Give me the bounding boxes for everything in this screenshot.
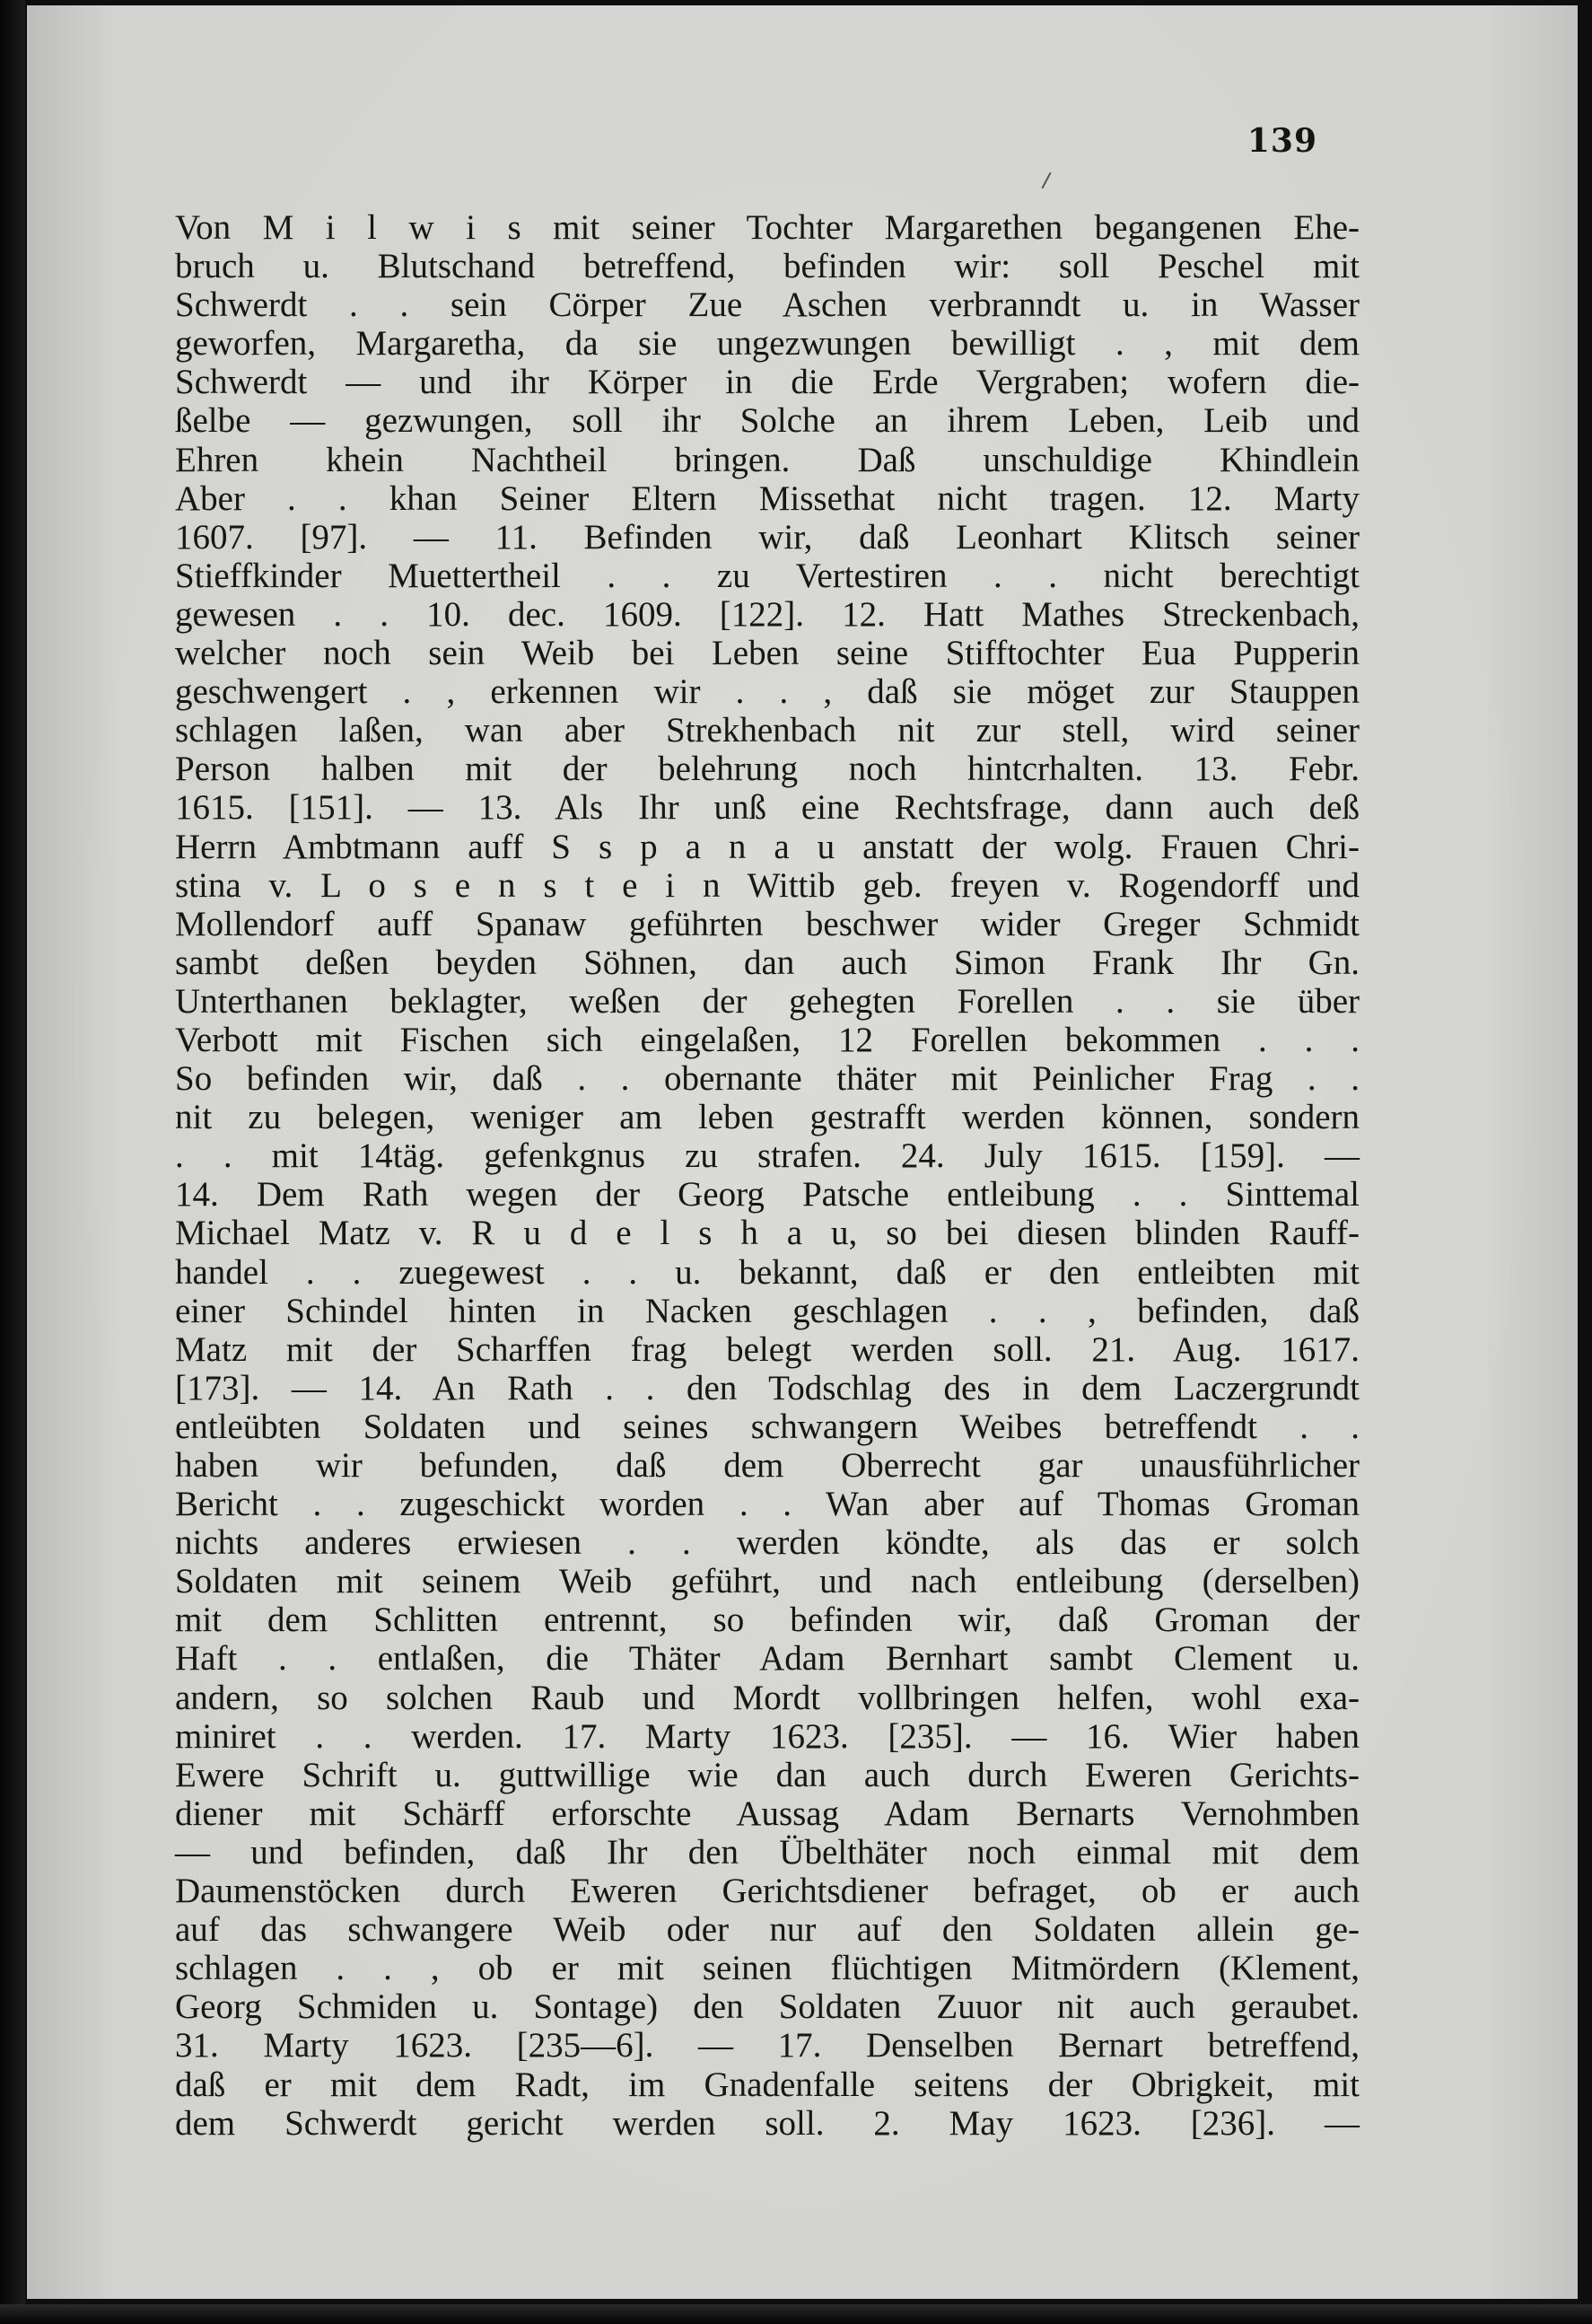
text-line: andern, so solchen Raub und Mordt vollbringen helfen, wohl exa-	[175, 1678, 1360, 1717]
text-line: dem Schwerdt gericht werden soll. 2. May 1623. [236]. —	[175, 2103, 1360, 2143]
text-line: nichts anderes erwiesen . . werden köndte, als das er solch	[175, 1523, 1360, 1563]
text-line: 1607. [97]. — 11. Befinden wir, daß Leonhart Klitsch seiner	[175, 517, 1360, 557]
text-line: mit dem Schlitten entrennt, so befinden wir, daß Groman der	[175, 1600, 1360, 1640]
text-line: Bericht . . zugeschickt worden . . Wan aber auf Thomas Groman	[175, 1485, 1360, 1524]
text-line: haben wir befunden, daß dem Oberrecht gar unausführlicher	[175, 1446, 1360, 1485]
text-line: schlagen . . , ob er mit seinen flüchtigen Mitmördern (Klement,	[175, 1949, 1360, 1988]
body-text	[175, 208, 1360, 2143]
text-line: Daumenstöcken durch Eweren Gerichtsdiener befraget, ob er auch	[175, 1872, 1360, 1911]
text-line: stina v. L o s e n s t e i n Wittib geb. freyen v. Rogendorff und	[175, 865, 1360, 905]
text-line: Ewere Schrift u. guttwillige wie dan auch durch Eweren Gerichts-	[175, 1755, 1360, 1794]
text-line: Mollendorf auff Spanaw geführten beschwer wider Greger Schmidt	[175, 904, 1360, 943]
text-line: Haft . . entlaßen, die Thäter Adam Bernhart sambt Clement u.	[175, 1639, 1360, 1679]
text-line: Schwerdt — und ihr Körper in die Erde Vergraben; wofern die-	[175, 363, 1360, 402]
stray-pen-mark	[1041, 172, 1051, 189]
text-line: Georg Schmiden u. Sontage) den Soldaten Zuuor nit auch geraubet.	[175, 1987, 1360, 2027]
text-line: auf das schwangere Weib oder nur auf den Soldaten allein ge-	[175, 1910, 1360, 1950]
text-line: welcher noch sein Weib bei Leben seine Stifftochter Eua Pupperin	[175, 634, 1360, 673]
text-line: 31. Marty 1623. [235—6]. — 17. Denselben Bernart betreffend,	[175, 2026, 1360, 2065]
scan-edge-bottom	[0, 2304, 1592, 2324]
text-line: Herrn Ambtmann auff S s p a n a u anstatt der wolg. Frauen Chri-	[175, 827, 1360, 866]
book-page	[27, 5, 1578, 2299]
text-line: bruch u. Blutschand betreffend, befinden wir: soll Peschel mit	[175, 247, 1360, 286]
scan-edge-left	[0, 0, 25, 2324]
text-line: Matz mit der Scharffen frag belegt werden soll. 21. Aug. 1617.	[175, 1329, 1360, 1369]
text-line: Michael Matz v. R u d e l s h a u, so bei diesen blinden Rauff-	[175, 1214, 1360, 1253]
text-line: Ehren khein Nachtheil bringen. Daß unschuldige Khindlein	[175, 440, 1360, 479]
text-line: — und befinden, daß Ihr den Übelthäter noch einmal mit dem	[175, 1832, 1360, 1872]
text-line: Soldaten mit seinem Weib geführt, und nach entleibung (derselben)	[175, 1562, 1360, 1601]
text-line: miniret . . werden. 17. Marty 1623. [235]. — 16. Wier haben	[175, 1716, 1360, 1756]
text-line: Aber . . khan Seiner Eltern Missethat nicht tragen. 12. Marty	[175, 478, 1360, 518]
text-line: gewesen . . 10. dec. 1609. [122]. 12. Hatt Mathes Streckenbach,	[175, 594, 1360, 634]
text-line: schlagen laßen, wan aber Strekhenbach nit zur stell, wird seiner	[175, 711, 1360, 750]
text-line: sambt deßen beyden Söhnen, dan auch Simon Frank Ihr Gn.	[175, 943, 1360, 982]
text-line: So befinden wir, daß . . obernante thäter mit Peinlicher Frag . .	[175, 1059, 1360, 1099]
text-line: entleübten Soldaten und seines schwangern Weibes betreffendt . .	[175, 1407, 1360, 1446]
text-line: [173]. — 14. An Rath . . den Todschlag des in dem Laczergrundt	[175, 1368, 1360, 1408]
text-line: 14. Dem Rath wegen der Georg Patsche entleibung . . Sinttemal	[175, 1175, 1360, 1215]
text-line: Verbott mit Fischen sich eingelaßen, 12 Forellen bekommen . . .	[175, 1020, 1360, 1059]
text-line: . . mit 14täg. gefenkgnus zu strafen. 24. July 1615. [159]. —	[175, 1136, 1360, 1176]
text-line: 1615. [151]. — 13. Als Ihr unß eine Rechtsfrage, dann auch deß	[175, 788, 1360, 828]
text-line: einer Schindel hinten in Nacken geschlagen . . , befinden, daß	[175, 1291, 1360, 1330]
text-line: ßelbe — gezwungen, soll ihr Solche an ihrem Leben, Leib und	[175, 401, 1360, 441]
text-line: nit zu belegen, weniger am leben gestrafft werden können, sondern	[175, 1098, 1360, 1137]
text-line: diener mit Schärff erforschte Aussag Adam Bernarts Vernohmben	[175, 1793, 1360, 1833]
text-line: geworfen, Margaretha, da sie ungezwungen bewilligt . , mit dem	[175, 324, 1360, 364]
text-line: Schwerdt . . sein Cörper Zue Aschen verbranndt u. in Wasser	[175, 285, 1360, 325]
text-line: Stieffkinder Muettertheil . . zu Vertestiren . . nicht berechtigt	[175, 556, 1360, 595]
text-line: handel . . zuegewest . . u. bekannt, daß er den entleibten mit	[175, 1252, 1360, 1292]
page-number: 139	[1246, 122, 1317, 160]
text-line: geschwengert . , erkennen wir . . , daß sie möget zur Stauppen	[175, 672, 1360, 712]
text-line: Unterthanen beklagter, weßen der gehegten Forellen . . sie über	[175, 981, 1360, 1021]
text-line: Person halben mit der belehrung noch hintcrhalten. 13. Febr.	[175, 750, 1360, 789]
text-line: Von M i l w i s mit seiner Tochter Margarethen begangenen Ehe-	[175, 208, 1360, 247]
text-line: daß er mit dem Radt, im Gnadenfalle seitens der Obrigkeit, mit	[175, 2065, 1360, 2104]
